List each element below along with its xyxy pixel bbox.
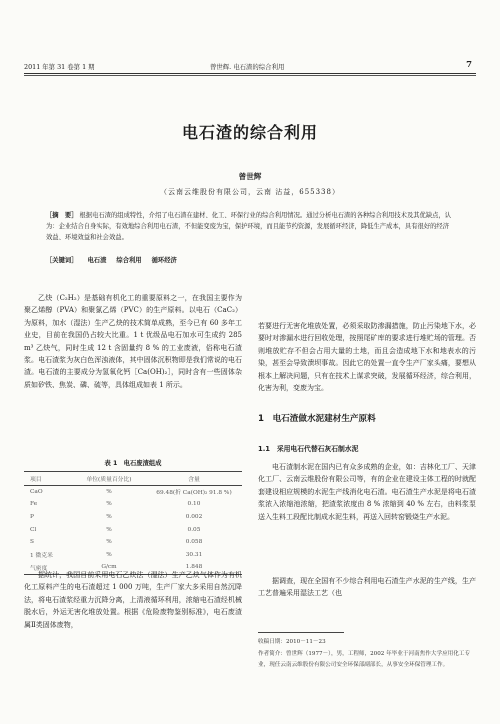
table-cell: Cl — [30, 526, 37, 533]
abstract — [46, 210, 454, 243]
section-heading: 1 电石渣做水泥建材生产原料 — [258, 414, 376, 424]
table-cell: % — [106, 514, 112, 521]
table-cell: % — [106, 551, 112, 558]
right-column-cement — [258, 461, 476, 523]
body-paragraph: 据调查，现在全国有不少综合利用电石渣生产水泥的生产线，生产工艺普遍采用湿法工艺（也 — [258, 577, 476, 598]
running-title: 曾世辉. 电石渣的综合利用 — [210, 63, 285, 71]
table-cell: 0.002 — [185, 514, 203, 521]
author: 曾世辉 — [238, 172, 262, 181]
journal-issue: 2011 年第 31 卷第 1 期 — [24, 63, 95, 71]
table-row — [24, 485, 242, 498]
table-cell: P — [30, 514, 34, 521]
page-number: 7 — [466, 60, 472, 70]
footnote — [258, 637, 476, 672]
table-caption: 表 1 电石废渣组成 — [104, 460, 162, 467]
table-cell: CaO — [30, 488, 43, 495]
right-column-survey — [258, 575, 476, 600]
body-paragraph: 电石渣制水泥在国内已有众多成熟的企业，如：吉林化工厂、天津化工厂、云南云维股份有限公司等，有的企业在建设主体工程的时就配套建设相应规模的水泥生产线消化电石渣。电石渣生产水泥是将电石渣浆浓入浓缩池浓缩，把渣浆浓度由 8 % 浓缩到 40 % 左右，由料浆泵送入生料工段配比制成水泥生料，再送入回转窑锻烧生产水泥。 — [258, 463, 476, 521]
keywords-label: ［关键词］ — [46, 257, 78, 264]
body-paragraph: 乙炔（C₂H₂）是基础有机化工的重要原料之一，在我国主要作为聚乙烯醇（PVA）和聚氯乙烯（PVC）的生产原料。以电石（CaC₂）为原料，加水（湿法）生产乙炔的技术简单成熟，至今已有 60 多年工业史，目前在我国仍占较大比重。1 t 优级品电石加水可生成约 285 m³ 乙炔气，同时生成 12 t 含固量约 8 % 的工业废液，俗称电石渣浆。电石渣浆为灰白色浑浊液体，其中固体沉积物即是我们常说的电石渣。电石渣的主要成分为氢氧化钙［Ca(OH)₂］，同时含有一些固体杂质如矽铁、焦炭、磷、硫等，具体组成如表 1 所示。 — [24, 294, 242, 389]
author-bio: 作者简介：曾世辉（1977－），男，工程师，2002 年毕业于河南焦作大学应用化工专业，现任云南云维股份有限公司安全环保部副部长，从事安全环保管理工作。 — [258, 650, 471, 668]
subsection-heading: 1.1 采用电石代替石灰石制水泥 — [258, 445, 359, 453]
table-cell: G/cm — [101, 564, 117, 571]
left-column-intro — [24, 292, 242, 391]
running-header — [24, 60, 476, 74]
right-column-intro — [258, 320, 476, 394]
table-header-row — [24, 472, 242, 486]
left-column-statistics — [24, 569, 242, 631]
table-cell: 1 微克米 — [30, 553, 53, 560]
header-rule — [24, 73, 476, 74]
keyword: 电石渣 — [87, 257, 107, 264]
table-cell: S — [30, 539, 34, 546]
table-cell: % — [106, 488, 112, 495]
table-header-cell: 含量 — [188, 476, 200, 483]
table-row — [24, 498, 242, 511]
table-cell: 0.058 — [185, 539, 203, 546]
table-header-cell: 项目 — [30, 476, 42, 483]
table-row — [24, 523, 242, 536]
received-date: 收稿日期：2010－11－23 — [258, 639, 326, 645]
table-cell: 0.05 — [187, 526, 201, 533]
keyword: 综合利用 — [116, 257, 142, 264]
table-cell: Fe — [30, 501, 38, 508]
footnote-rule — [258, 632, 344, 633]
table-row — [24, 511, 242, 524]
keywords — [46, 255, 454, 264]
header-rule-thin — [24, 75, 476, 76]
paper-title: 电石渣的综合利用 — [181, 123, 318, 142]
table-cell: % — [106, 526, 112, 533]
table-cell: 1.848 — [185, 564, 203, 571]
body-paragraph: 若要进行无害化堆放处置，必须采取防渗漏措施，防止污染地下水，必要时对渗漏水进行回收处理，按照尾矿库的要求进行堆贮场的管理。否则堆放贮存不但会占用大量的土地，而且会造成地下水和地表水的污染，甚至会导致溃坝事故。因此它的处置一直令生产厂家头痛，要想从根本上解决问题，只有在技术上谋求突破，发展循环经济，综合利用，化害为利，变废为宝。 — [258, 322, 476, 393]
table-header-cell: 单位(质量百分比) — [86, 476, 132, 483]
abstract-text: 根据电石渣的组成特性，介绍了电石渣在建材、化工、环保行业的综合利用情况。通过分析电石渣的各种综合利用技术及其优缺点，认为：企业结合自身实际，有效地综合利用电石渣，不但能变废为宝，保护环境，而且能节约资源，发展循环经济，降低生产成本，具有很好的经济效益、环境效益和社会效益。 — [46, 212, 452, 241]
affiliation: （云南云维股份有限公司，云南 沾益，655338） — [160, 188, 340, 196]
table-cell: % — [106, 539, 112, 546]
table-row — [24, 536, 242, 549]
table-cell: 30.31 — [185, 551, 203, 558]
keyword: 循环经济 — [151, 257, 177, 264]
table-cell: 气密度 — [30, 565, 48, 572]
table-cell: 0.10 — [187, 501, 201, 508]
composition-table — [24, 471, 242, 575]
body-paragraph: 据统计，我国目前采用电石乙炔法（湿法）生产乙炔气体作为有机化工原料产生的电石渣超过 1 000 万吨，生产厂家大多采用自然沉降法，将电石渣浆经重力沉降分离，上清液循环利用，浓缩电石渣经机械脱水后，外运无害化堆放处置。根据《危险废物鉴别标准》，电石废渣属Ⅱ类固体废物， — [24, 571, 242, 629]
table-row — [24, 549, 242, 562]
table-cell: 69.48(折 Ca(OH)₂ 91.8 %) — [156, 490, 232, 497]
abstract-label: ［摘 要］ — [46, 212, 78, 219]
table-cell: % — [106, 501, 112, 508]
